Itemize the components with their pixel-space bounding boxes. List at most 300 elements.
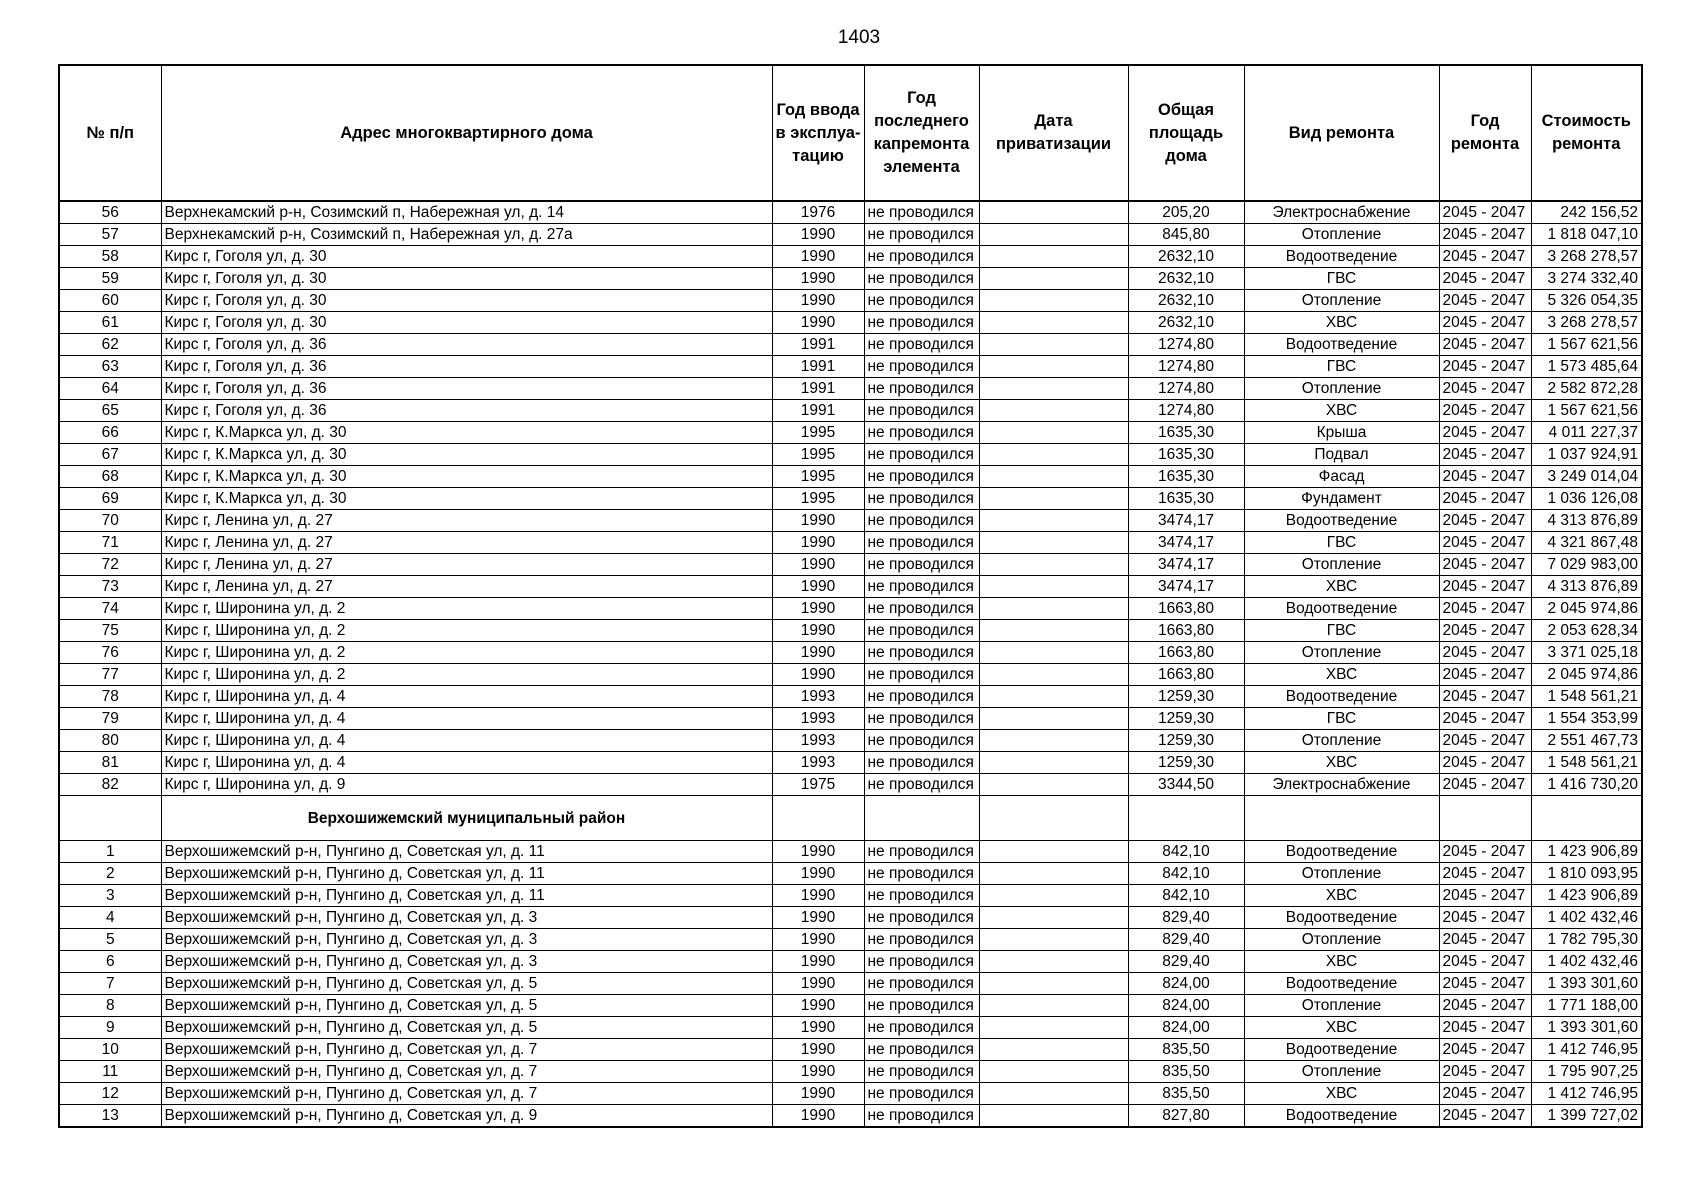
cell-privatization-date [979,774,1128,796]
cell-number: 56 [59,201,161,224]
cell-repair-year: 2045 - 2047 [1439,246,1531,268]
cell-total-area: 1274,80 [1128,400,1244,422]
cell-number: 58 [59,246,161,268]
cell-address: Верхошижемский р-н, Пунгино д, Советская ул, д. 3 [161,907,772,929]
cell-repair-year: 2045 - 2047 [1439,686,1531,708]
cell-number: 80 [59,730,161,752]
cell-address: Верхошижемский р-н, Пунгино д, Советская ул, д. 7 [161,1061,772,1083]
cell-number: 73 [59,576,161,598]
cell-repair-cost: 1 402 432,46 [1531,907,1642,929]
cell-repair-cost: 1 412 746,95 [1531,1039,1642,1061]
table-row [59,444,1642,466]
cell-year-built: 1990 [772,224,864,246]
cell-address: Кирс г, Ленина ул, д. 27 [161,554,772,576]
cell-total-area: 842,10 [1128,863,1244,885]
header-repair-type: Вид ремонта [1244,65,1439,201]
cell-privatization-date [979,642,1128,664]
cell-repair-year: 2045 - 2047 [1439,400,1531,422]
cell-year-built: 1990 [772,1039,864,1061]
cell-repair-cost: 1 399 727,02 [1531,1105,1642,1128]
cell-address: Кирс г, Широнина ул, д. 2 [161,664,772,686]
cell-privatization-date [979,1105,1128,1128]
cell-repair-year: 2045 - 2047 [1439,378,1531,400]
cell-total-area: 3344,50 [1128,774,1244,796]
cell-address: Верхнекамский р-н, Созимский п, Набережная ул, д. 27а [161,224,772,246]
cell-address: Верхошижемский р-н, Пунгино д, Советская ул, д. 7 [161,1039,772,1061]
cell-year-built: 1990 [772,907,864,929]
cell-repair-cost: 1 818 047,10 [1531,224,1642,246]
cell-last-repair: не проводился [864,973,979,995]
cell-last-repair: не проводился [864,664,979,686]
cell-last-repair: не проводился [864,863,979,885]
cell-privatization-date [979,246,1128,268]
cell-last-repair: не проводился [864,400,979,422]
cell-repair-cost: 1 771 188,00 [1531,995,1642,1017]
cell-year-built: 1995 [772,488,864,510]
cell-privatization-date [979,973,1128,995]
cell-repair-type: ХВС [1244,312,1439,334]
cell-repair-cost: 1 402 432,46 [1531,951,1642,973]
cell-repair-year: 2045 - 2047 [1439,554,1531,576]
cell-privatization-date [979,664,1128,686]
cell-year-built: 1990 [772,863,864,885]
cell-address: Верхнекамский р-н, Созимский п, Набережная ул, д. 14 [161,201,772,224]
cell-repair-type: ХВС [1244,1017,1439,1039]
section-header-row [59,796,1642,841]
cell-address: Верхошижемский р-н, Пунгино д, Советская ул, д. 5 [161,973,772,995]
cell-last-repair: не проводился [864,510,979,532]
table-row [59,334,1642,356]
cell-total-area: 827,80 [1128,1105,1244,1128]
table-row [59,312,1642,334]
cell-repair-year: 2045 - 2047 [1439,466,1531,488]
cell-repair-type: Отопление [1244,929,1439,951]
cell-last-repair: не проводился [864,686,979,708]
cell-repair-cost: 3 268 278,57 [1531,312,1642,334]
table-row [59,400,1642,422]
cell-year-built: 1990 [772,1017,864,1039]
cell-total-area: 1274,80 [1128,334,1244,356]
table-row [59,620,1642,642]
cell-repair-type: Водоотведение [1244,334,1439,356]
cell-number: 57 [59,224,161,246]
cell-repair-year: 2045 - 2047 [1439,907,1531,929]
header-repair-year: Год ремонта [1439,65,1531,201]
table-row [59,246,1642,268]
table-row [59,378,1642,400]
cell-repair-type: ГВС [1244,708,1439,730]
cell-repair-year: 2045 - 2047 [1439,1105,1531,1128]
header-total-area: Общая площадь дома [1128,65,1244,201]
table-row [59,356,1642,378]
cell-privatization-date [979,885,1128,907]
cell-address: Верхошижемский р-н, Пунгино д, Советская ул, д. 11 [161,841,772,863]
cell-repair-cost: 1 567 621,56 [1531,334,1642,356]
cell-address: Кирс г, Широнина ул, д. 4 [161,686,772,708]
cell-number: 12 [59,1083,161,1105]
table-row [59,224,1642,246]
cell-year-built: 1991 [772,334,864,356]
cell-total-area: 2632,10 [1128,312,1244,334]
table-row [59,1017,1642,1039]
cell-last-repair: не проводился [864,1083,979,1105]
cell-last-repair: не проводился [864,774,979,796]
cell-repair-type: Отопление [1244,224,1439,246]
cell-number: 5 [59,929,161,951]
cell-repair-cost: 4 313 876,89 [1531,510,1642,532]
cell-last-repair: не проводился [864,730,979,752]
cell-repair-cost: 1 393 301,60 [1531,973,1642,995]
cell-address: Верхошижемский р-н, Пунгино д, Советская ул, д. 11 [161,885,772,907]
cell-repair-cost: 1 810 093,95 [1531,863,1642,885]
table-row [59,466,1642,488]
cell-repair-year: 2045 - 2047 [1439,664,1531,686]
cell-last-repair: не проводился [864,201,979,224]
table-row [59,664,1642,686]
cell-repair-cost: 1 567 621,56 [1531,400,1642,422]
cell-total-area: 1259,30 [1128,708,1244,730]
cell-repair-cost: 3 268 278,57 [1531,246,1642,268]
cell-year-built: 1990 [772,951,864,973]
cell-year-built: 1991 [772,356,864,378]
cell-year-built: 1990 [772,576,864,598]
cell-privatization-date [979,378,1128,400]
section-empty-cell [1244,796,1439,841]
cell-last-repair: не проводился [864,334,979,356]
cell-year-built: 1990 [772,929,864,951]
cell-repair-type: Водоотведение [1244,686,1439,708]
cell-last-repair: не проводился [864,907,979,929]
cell-number: 72 [59,554,161,576]
cell-repair-cost: 1 554 353,99 [1531,708,1642,730]
cell-privatization-date [979,686,1128,708]
cell-address: Верхошижемский р-н, Пунгино д, Советская ул, д. 3 [161,929,772,951]
cell-address: Кирс г, Широнина ул, д. 9 [161,774,772,796]
section-title: Верхошижемский муниципальный район [161,796,772,841]
cell-repair-year: 2045 - 2047 [1439,973,1531,995]
cell-repair-cost: 1 548 561,21 [1531,686,1642,708]
cell-total-area: 1635,30 [1128,488,1244,510]
section-empty-cell [864,796,979,841]
cell-number: 74 [59,598,161,620]
header-repair-cost: Стоимость ремонта [1531,65,1642,201]
cell-number: 67 [59,444,161,466]
cell-repair-type: Водоотведение [1244,510,1439,532]
cell-last-repair: не проводился [864,466,979,488]
cell-repair-cost: 1 393 301,60 [1531,1017,1642,1039]
cell-number: 77 [59,664,161,686]
table-row [59,488,1642,510]
cell-last-repair: не проводился [864,929,979,951]
cell-last-repair: не проводился [864,268,979,290]
cell-privatization-date [979,598,1128,620]
cell-repair-year: 2045 - 2047 [1439,929,1531,951]
table-row [59,1083,1642,1105]
cell-last-repair: не проводился [864,246,979,268]
cell-address: Кирс г, Широнина ул, д. 2 [161,598,772,620]
cell-repair-cost: 2 053 628,34 [1531,620,1642,642]
table-row [59,532,1642,554]
table-row [59,1039,1642,1061]
cell-year-built: 1990 [772,246,864,268]
cell-privatization-date [979,290,1128,312]
cell-repair-year: 2045 - 2047 [1439,642,1531,664]
section-empty-cell [772,796,864,841]
cell-total-area: 2632,10 [1128,268,1244,290]
cell-privatization-date [979,907,1128,929]
cell-privatization-date [979,554,1128,576]
cell-last-repair: не проводился [864,841,979,863]
cell-repair-year: 2045 - 2047 [1439,708,1531,730]
cell-repair-type: Отопление [1244,1061,1439,1083]
cell-last-repair: не проводился [864,422,979,444]
header-privatization-date: Дата приватизации [979,65,1128,201]
cell-number: 7 [59,973,161,995]
cell-total-area: 1663,80 [1128,664,1244,686]
cell-year-built: 1990 [772,290,864,312]
cell-repair-year: 2045 - 2047 [1439,1083,1531,1105]
cell-repair-year: 2045 - 2047 [1439,885,1531,907]
cell-privatization-date [979,730,1128,752]
cell-total-area: 835,50 [1128,1061,1244,1083]
cell-address: Верхошижемский р-н, Пунгино д, Советская ул, д. 5 [161,995,772,1017]
cell-privatization-date [979,1083,1128,1105]
cell-number: 1 [59,841,161,863]
cell-number: 11 [59,1061,161,1083]
cell-year-built: 1990 [772,1105,864,1128]
cell-last-repair: не проводился [864,576,979,598]
cell-last-repair: не проводился [864,951,979,973]
cell-total-area: 2632,10 [1128,246,1244,268]
cell-last-repair: не проводился [864,708,979,730]
cell-last-repair: не проводился [864,488,979,510]
cell-address: Кирс г, К.Маркса ул, д. 30 [161,422,772,444]
cell-repair-type: Отопление [1244,863,1439,885]
cell-repair-type: Подвал [1244,444,1439,466]
header-year-built: Год ввода в эксплуа-тацию [772,65,864,201]
cell-privatization-date [979,620,1128,642]
cell-number: 68 [59,466,161,488]
cell-total-area: 3474,17 [1128,576,1244,598]
cell-repair-cost: 1 795 907,25 [1531,1061,1642,1083]
cell-repair-year: 2045 - 2047 [1439,620,1531,642]
cell-repair-cost: 3 371 025,18 [1531,642,1642,664]
table-row [59,268,1642,290]
cell-last-repair: не проводился [864,1017,979,1039]
cell-year-built: 1976 [772,201,864,224]
cell-total-area: 835,50 [1128,1083,1244,1105]
cell-number: 2 [59,863,161,885]
cell-repair-type: Водоотведение [1244,907,1439,929]
cell-total-area: 835,50 [1128,1039,1244,1061]
table-row [59,598,1642,620]
cell-last-repair: не проводился [864,554,979,576]
cell-repair-year: 2045 - 2047 [1439,532,1531,554]
cell-privatization-date [979,1039,1128,1061]
cell-year-built: 1990 [772,995,864,1017]
cell-privatization-date [979,510,1128,532]
table-row [59,885,1642,907]
cell-year-built: 1995 [772,444,864,466]
cell-year-built: 1990 [772,1061,864,1083]
cell-repair-year: 2045 - 2047 [1439,312,1531,334]
table-row [59,774,1642,796]
cell-repair-year: 2045 - 2047 [1439,951,1531,973]
cell-address: Верхошижемский р-н, Пунгино д, Советская ул, д. 5 [161,1017,772,1039]
cell-total-area: 845,80 [1128,224,1244,246]
cell-address: Кирс г, К.Маркса ул, д. 30 [161,444,772,466]
cell-year-built: 1990 [772,598,864,620]
cell-repair-year: 2045 - 2047 [1439,356,1531,378]
cell-repair-type: Электроснабжение [1244,774,1439,796]
cell-repair-type: Водоотведение [1244,246,1439,268]
cell-repair-year: 2045 - 2047 [1439,1039,1531,1061]
cell-year-built: 1993 [772,708,864,730]
cell-repair-cost: 1 548 561,21 [1531,752,1642,774]
cell-number: 3 [59,885,161,907]
cell-privatization-date [979,1017,1128,1039]
cell-last-repair: не проводился [864,1105,979,1128]
cell-repair-cost: 7 029 983,00 [1531,554,1642,576]
cell-address: Верхошижемский р-н, Пунгино д, Советская ул, д. 3 [161,951,772,973]
cell-address: Кирс г, Широнина ул, д. 2 [161,642,772,664]
cell-year-built: 1990 [772,841,864,863]
cell-repair-year: 2045 - 2047 [1439,488,1531,510]
cell-number: 81 [59,752,161,774]
cell-repair-cost: 1 423 906,89 [1531,885,1642,907]
table-row [59,708,1642,730]
cell-number: 64 [59,378,161,400]
cell-year-built: 1990 [772,532,864,554]
table-row [59,973,1642,995]
cell-repair-year: 2045 - 2047 [1439,201,1531,224]
cell-year-built: 1990 [772,885,864,907]
cell-privatization-date [979,444,1128,466]
cell-last-repair: не проводился [864,1061,979,1083]
cell-year-built: 1990 [772,620,864,642]
cell-repair-year: 2045 - 2047 [1439,422,1531,444]
cell-repair-year: 2045 - 2047 [1439,863,1531,885]
cell-repair-year: 2045 - 2047 [1439,730,1531,752]
cell-privatization-date [979,466,1128,488]
table-row [59,841,1642,863]
cell-last-repair: не проводился [864,312,979,334]
cell-number: 79 [59,708,161,730]
header-num: № п/п [59,65,161,201]
cell-total-area: 205,20 [1128,201,1244,224]
cell-number: 66 [59,422,161,444]
table-row [59,290,1642,312]
cell-privatization-date [979,863,1128,885]
cell-last-repair: не проводился [864,378,979,400]
cell-repair-type: Электроснабжение [1244,201,1439,224]
table-row [59,752,1642,774]
cell-year-built: 1993 [772,686,864,708]
cell-address: Кирс г, Широнина ул, д. 4 [161,752,772,774]
cell-year-built: 1995 [772,466,864,488]
cell-repair-type: ХВС [1244,664,1439,686]
cell-address: Кирс г, Широнина ул, д. 2 [161,620,772,642]
cell-total-area: 1663,80 [1128,642,1244,664]
cell-total-area: 829,40 [1128,951,1244,973]
cell-address: Кирс г, К.Маркса ул, д. 30 [161,488,772,510]
cell-repair-cost: 4 321 867,48 [1531,532,1642,554]
cell-number: 4 [59,907,161,929]
cell-privatization-date [979,312,1128,334]
cell-repair-cost: 1 573 485,64 [1531,356,1642,378]
cell-last-repair: не проводился [864,224,979,246]
table-row [59,951,1642,973]
cell-last-repair: не проводился [864,885,979,907]
cell-address: Кирс г, Гоголя ул, д. 30 [161,312,772,334]
table-header [59,65,1642,201]
table-row [59,929,1642,951]
cell-total-area: 1274,80 [1128,356,1244,378]
cell-address: Кирс г, Гоголя ул, д. 36 [161,334,772,356]
cell-address: Кирс г, Гоголя ул, д. 30 [161,268,772,290]
cell-last-repair: не проводился [864,620,979,642]
cell-number: 78 [59,686,161,708]
cell-number: 10 [59,1039,161,1061]
cell-privatization-date [979,532,1128,554]
cell-repair-cost: 3 249 014,04 [1531,466,1642,488]
cell-total-area: 2632,10 [1128,290,1244,312]
cell-year-built: 1990 [772,973,864,995]
cell-address: Кирс г, Широнина ул, д. 4 [161,708,772,730]
cell-total-area: 824,00 [1128,995,1244,1017]
cell-total-area: 1259,30 [1128,730,1244,752]
cell-address: Кирс г, Гоголя ул, д. 30 [161,290,772,312]
section-empty-cell [59,796,161,841]
section-empty-cell [979,796,1128,841]
cell-repair-type: Фундамент [1244,488,1439,510]
section-empty-cell [1128,796,1244,841]
cell-repair-type: Фасад [1244,466,1439,488]
cell-repair-cost: 5 326 054,35 [1531,290,1642,312]
cell-repair-year: 2045 - 2047 [1439,598,1531,620]
cell-total-area: 3474,17 [1128,532,1244,554]
cell-year-built: 1975 [772,774,864,796]
cell-repair-year: 2045 - 2047 [1439,1061,1531,1083]
repair-registry-table [58,64,1643,1128]
cell-total-area: 824,00 [1128,973,1244,995]
cell-repair-type: ГВС [1244,268,1439,290]
cell-repair-type: Отопление [1244,995,1439,1017]
cell-repair-type: ХВС [1244,752,1439,774]
cell-privatization-date [979,929,1128,951]
cell-repair-type: ГВС [1244,620,1439,642]
cell-total-area: 1635,30 [1128,466,1244,488]
cell-year-built: 1990 [772,642,864,664]
cell-privatization-date [979,334,1128,356]
cell-privatization-date [979,400,1128,422]
cell-repair-type: ХВС [1244,951,1439,973]
cell-repair-year: 2045 - 2047 [1439,774,1531,796]
cell-privatization-date [979,268,1128,290]
table-row [59,907,1642,929]
table-row [59,1105,1642,1128]
cell-address: Верхошижемский р-н, Пунгино д, Советская ул, д. 11 [161,863,772,885]
cell-repair-type: Отопление [1244,554,1439,576]
cell-privatization-date [979,576,1128,598]
cell-repair-cost: 2 582 872,28 [1531,378,1642,400]
cell-number: 75 [59,620,161,642]
cell-address: Кирс г, Ленина ул, д. 27 [161,576,772,598]
cell-repair-cost: 2 551 467,73 [1531,730,1642,752]
cell-number: 62 [59,334,161,356]
cell-repair-type: Водоотведение [1244,598,1439,620]
cell-repair-cost: 4 313 876,89 [1531,576,1642,598]
